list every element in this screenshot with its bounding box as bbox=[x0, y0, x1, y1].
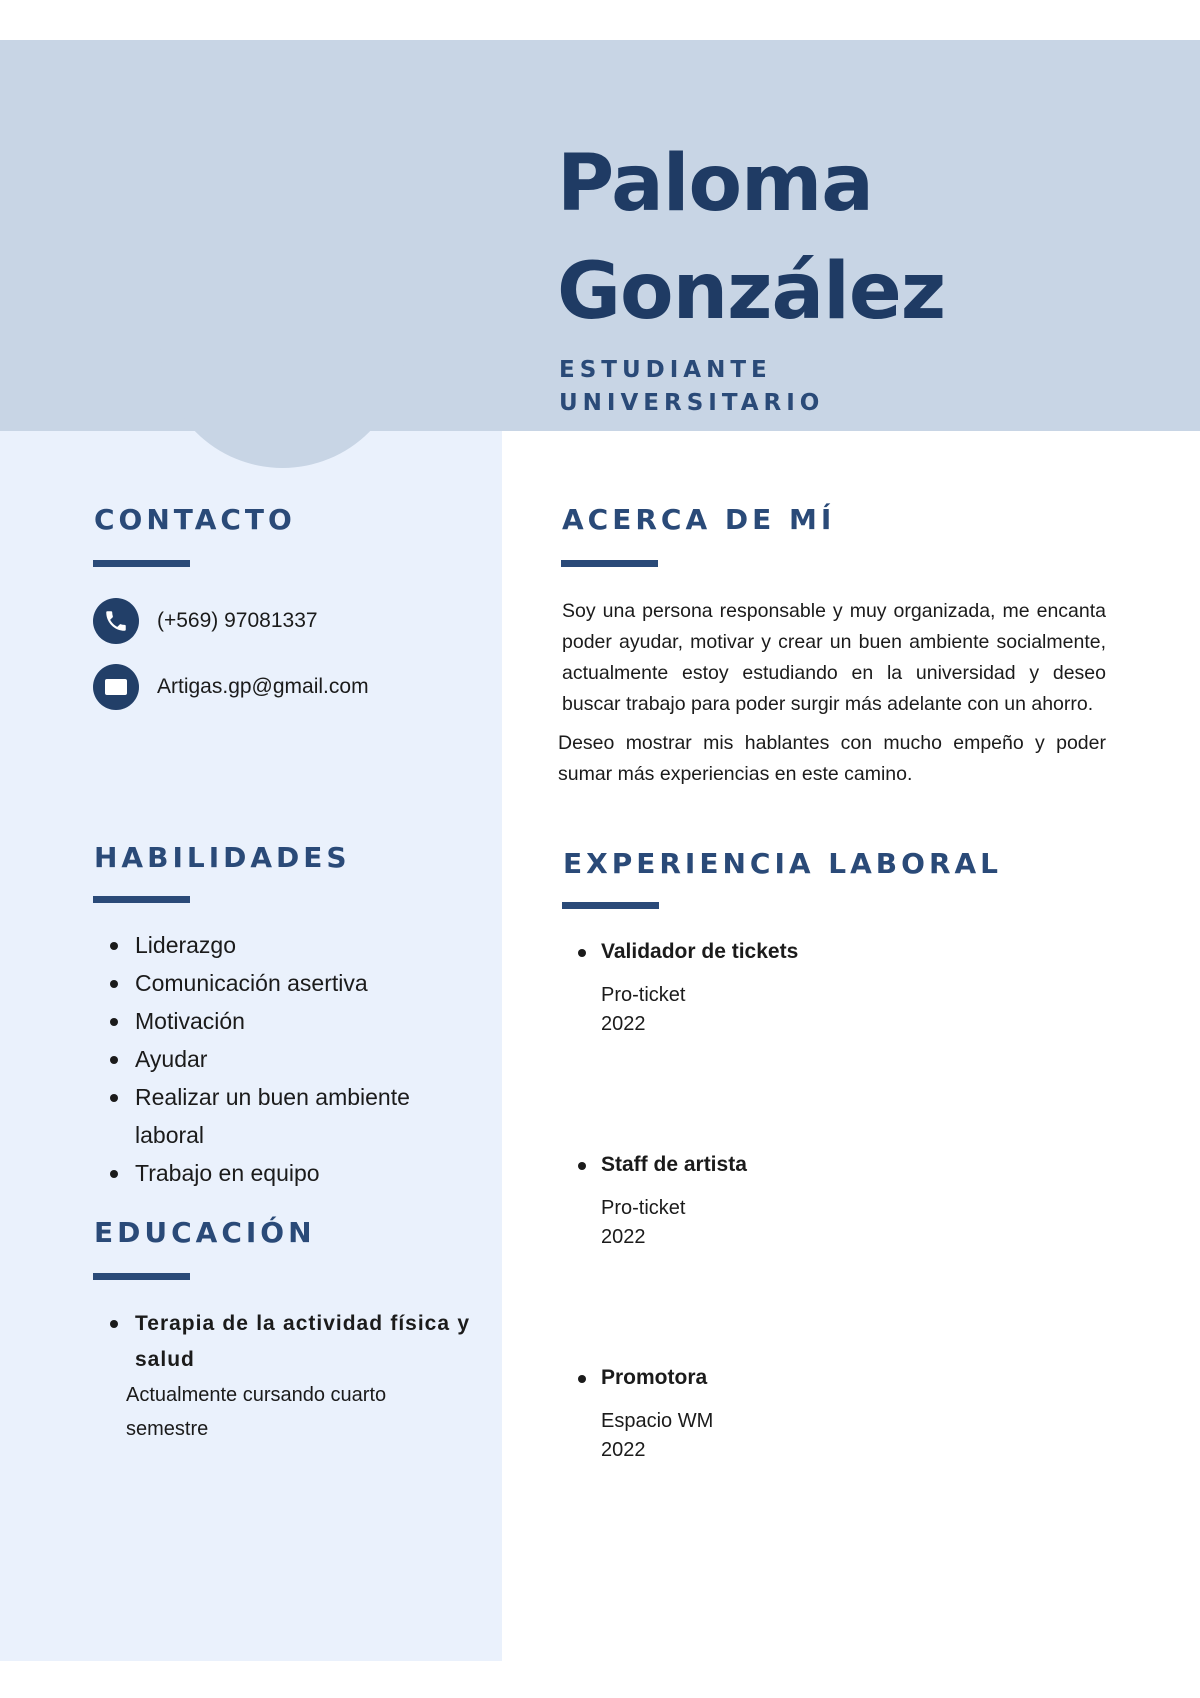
job-entry bbox=[578, 1363, 978, 1465]
experience-heading-underline bbox=[562, 902, 659, 909]
about-text bbox=[558, 596, 1106, 798]
about-heading-underline bbox=[561, 560, 658, 567]
contact-heading-underline bbox=[93, 560, 190, 567]
job-company: Pro-ticket bbox=[601, 984, 686, 1006]
phone-number: (+569) 97081337 bbox=[157, 609, 318, 632]
email-address: Artigas.gp@gmail.com bbox=[157, 675, 369, 698]
last-name: González bbox=[557, 247, 946, 337]
skills-list bbox=[110, 926, 470, 1192]
education-detail: Actualmente cursando cuarto semestre bbox=[126, 1384, 387, 1440]
mail-icon bbox=[93, 664, 139, 710]
about-paragraph: Soy una persona responsable y muy organizada, me encanta poder ayudar, motivar y crear un buen ambiente socialmente, actualmente estoy estudiando en la universidad y deseo buscar trabajo para poder surgir más adelante con un ahorro. bbox=[562, 600, 1106, 715]
job-company: Pro-ticket bbox=[601, 1197, 686, 1219]
job-year: 2022 bbox=[601, 1013, 646, 1035]
skills-heading-underline bbox=[93, 896, 190, 903]
skill-item: Trabajo en equipo bbox=[110, 1154, 470, 1192]
contact-heading: CONTACTO bbox=[94, 503, 296, 536]
education-heading-underline bbox=[93, 1273, 190, 1280]
job-year: 2022 bbox=[601, 1226, 646, 1248]
about-paragraph: Deseo mostrar mis hablantes con mucho empeño y poder sumar más experiencias en este camino. bbox=[558, 732, 1106, 785]
skill-item: Comunicación asertiva bbox=[110, 964, 470, 1002]
education-item bbox=[110, 1306, 470, 1378]
phone-icon bbox=[93, 598, 139, 644]
job-title-line1: ESTUDIANTE bbox=[559, 357, 772, 383]
about-heading: ACERCA DE MÍ bbox=[562, 503, 836, 536]
education-heading: EDUCACIÓN bbox=[94, 1216, 316, 1249]
job-year: 2022 bbox=[601, 1439, 646, 1461]
person-name bbox=[557, 130, 945, 346]
skills-heading: HABILIDADES bbox=[94, 841, 351, 874]
job-company: Espacio WM bbox=[601, 1410, 714, 1432]
job-role: Promotora bbox=[578, 1363, 978, 1393]
skill-item: Realizar un buen ambiente laboral bbox=[110, 1078, 470, 1154]
job-title bbox=[559, 354, 824, 420]
skill-item: Ayudar bbox=[110, 1040, 470, 1078]
job-role: Validador de tickets bbox=[578, 937, 978, 967]
first-name: Paloma bbox=[557, 139, 873, 229]
skill-item: Liderazgo bbox=[110, 926, 470, 964]
contact-phone-row bbox=[93, 598, 318, 644]
contact-email-row bbox=[93, 664, 369, 710]
job-entry bbox=[578, 937, 978, 1039]
job-title-line2: UNIVERSITARIO bbox=[559, 390, 825, 416]
skill-item: Motivación bbox=[110, 1002, 470, 1040]
job-role: Staff de artista bbox=[578, 1150, 978, 1180]
education-title: Terapia de la actividad física y salud bbox=[135, 1312, 470, 1371]
job-entry bbox=[578, 1150, 978, 1252]
experience-heading: EXPERIENCIA LABORAL bbox=[563, 847, 1003, 880]
education-list bbox=[110, 1306, 470, 1446]
